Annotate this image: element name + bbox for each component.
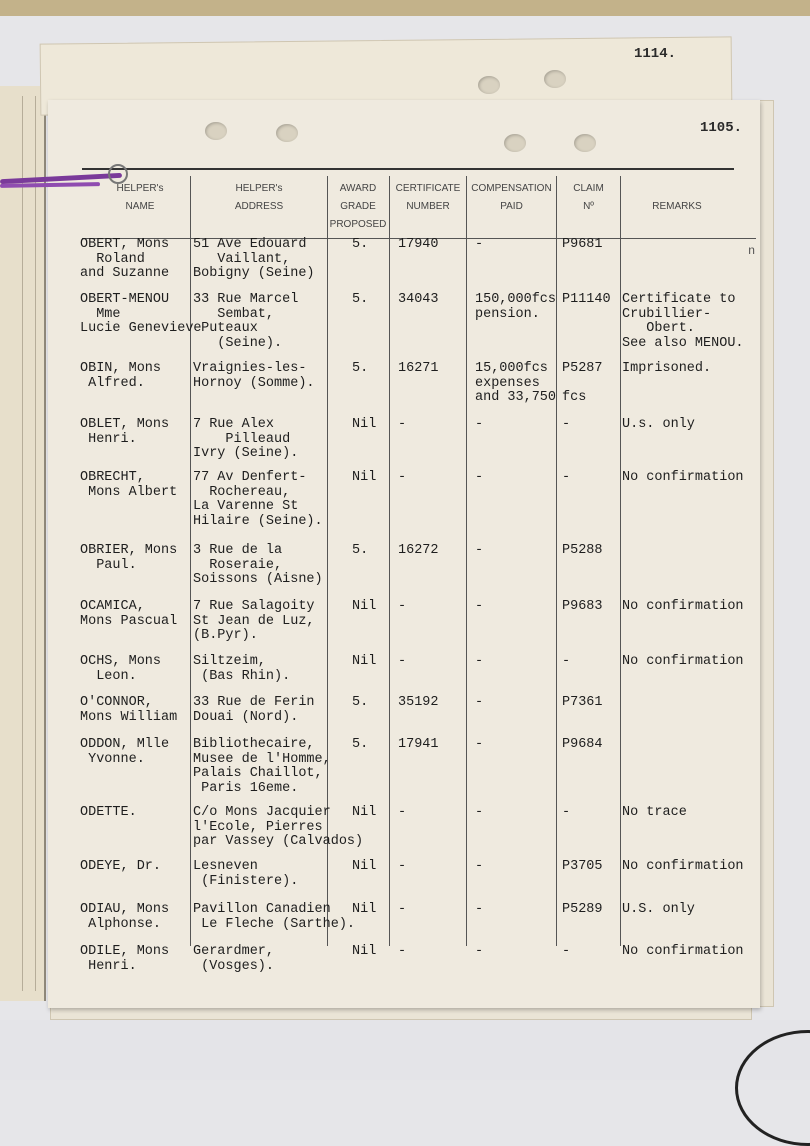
column-divider — [389, 176, 390, 946]
punch-hole — [544, 70, 566, 88]
cell-award: 5. — [352, 543, 369, 558]
back-page-number: 1114. — [634, 46, 677, 62]
cell-remarks: No confirmation — [622, 654, 744, 669]
header-claim: CLAIM Nº — [573, 183, 604, 212]
cell-compensation: - — [475, 417, 484, 432]
cell-award: 5. — [352, 737, 369, 752]
cell-remarks: Certificate to Crubillier- Obert. See also MENOU. — [622, 292, 744, 351]
cell-compensation: - — [475, 737, 484, 752]
cell-remarks: No confirmation — [622, 470, 744, 485]
top-rule — [82, 168, 734, 170]
cell-address: Bibliothecaire, Musee de l'Homme, Palais Chaillot, Paris 16eme. — [193, 737, 331, 796]
cell-certificate: - — [398, 805, 407, 820]
cell-claim: P9683 — [562, 599, 603, 614]
cell-certificate: 34043 — [398, 292, 439, 307]
cell-award: Nil — [352, 654, 377, 669]
cell-address: Vraignies-les- Hornoy (Somme). — [193, 361, 315, 391]
cell-remarks: U.S. only — [622, 902, 695, 917]
column-divider — [620, 176, 621, 946]
punch-hole — [504, 134, 526, 152]
cell-certificate: - — [398, 859, 407, 874]
cell-claim: - — [562, 805, 571, 820]
cell-compensation: 150,000fcs pension. — [475, 292, 557, 322]
cell-claim: P5289 — [562, 902, 603, 917]
cell-award: 5. — [352, 361, 369, 376]
page-edges — [22, 96, 36, 991]
cell-name: OBERT, Mons Roland and Suzanne — [80, 237, 170, 281]
cell-claim: P5288 — [562, 543, 603, 558]
cell-remarks: No confirmation — [622, 859, 744, 874]
cell-name: O'CONNOR, Mons William — [80, 695, 178, 725]
page-number: 1105. — [700, 120, 743, 136]
cell-certificate: 17941 — [398, 737, 439, 752]
column-divider — [466, 176, 467, 946]
cell-compensation: - — [475, 805, 484, 820]
header-certificate: CERTIFICATE NUMBER — [395, 183, 461, 212]
cell-certificate: - — [398, 599, 407, 614]
cell-name: OBIN, Mons Alfred. — [80, 361, 162, 391]
cell-remarks: Imprisoned. — [622, 361, 712, 376]
cell-award: 5. — [352, 237, 369, 252]
cell-compensation: 15,000fcs expenses and 33,750 — [475, 361, 557, 405]
cell-claim: P9681 — [562, 237, 603, 252]
cell-award: Nil — [352, 902, 377, 917]
cell-compensation: - — [475, 944, 484, 959]
punch-hole — [478, 76, 500, 94]
cell-address: 7 Rue Salagoity St Jean de Luz, (B.Pyr). — [193, 599, 315, 643]
cell-address: 7 Rue Alex Pilleaud Ivry (Seine). — [193, 417, 299, 461]
punch-hole — [205, 122, 227, 140]
cell-address: C/o Mons Jacquier l'Ecole, Pierres par Vassey (Calvados) — [193, 805, 364, 849]
column-divider — [190, 176, 191, 946]
punch-hole — [574, 134, 596, 152]
cell-certificate: - — [398, 470, 407, 485]
cell-claim: - — [562, 417, 571, 432]
cell-claim: P9684 — [562, 737, 603, 752]
cell-address: 33 Rue de Ferin Douai (Nord). — [193, 695, 315, 725]
cell-remarks: No confirmation — [622, 599, 744, 614]
header-compensation: COMPENSATION PAID — [471, 183, 552, 212]
cell-name: OCHS, Mons Leon. — [80, 654, 162, 684]
cell-claim: P7361 — [562, 695, 603, 710]
margin-mark: n — [748, 244, 756, 258]
cell-compensation: - — [475, 654, 484, 669]
cell-certificate: 17940 — [398, 237, 439, 252]
cell-address: 77 Av Denfert- Rochereau, La Varenne St Hilaire (Seine). — [193, 470, 323, 529]
cell-address: Lesneven (Finistere). — [193, 859, 299, 889]
cell-name: ODIAU, Mons Alphonse. — [80, 902, 170, 932]
cell-certificate: - — [398, 417, 407, 432]
cell-award: Nil — [352, 859, 377, 874]
cell-claim: P5287 fcs — [562, 361, 603, 405]
cell-compensation: - — [475, 470, 484, 485]
cell-certificate: - — [398, 902, 407, 917]
cell-address: 51 Ave Edouard Vaillant, Bobigny (Seine) — [193, 237, 315, 281]
cell-address: 3 Rue de la Roseraie, Soissons (Aisne) — [193, 543, 323, 587]
cell-certificate: 16271 — [398, 361, 439, 376]
cell-certificate: 16272 — [398, 543, 439, 558]
cell-certificate: - — [398, 654, 407, 669]
punch-hole — [276, 124, 298, 142]
cell-address: Pavillon Canadien Le Fleche (Sarthe). — [193, 902, 356, 932]
cell-certificate: 35192 — [398, 695, 439, 710]
cell-award: Nil — [352, 599, 377, 614]
cell-award: Nil — [352, 417, 377, 432]
cell-name: ODEYE, Dr. — [80, 859, 162, 874]
cell-name: OCAMICA, Mons Pascual — [80, 599, 178, 629]
cell-certificate: - — [398, 944, 407, 959]
cell-compensation: - — [475, 543, 484, 558]
cell-name: OBERT-MENOU Mme Lucie Genevieve — [80, 292, 202, 336]
cell-name: ODDON, Mlle Yvonne. — [80, 737, 170, 767]
cell-compensation: - — [475, 902, 484, 917]
cell-claim: - — [562, 654, 571, 669]
cell-address: 33 Rue Marcel Sembat, Puteaux (Seine). — [193, 292, 299, 351]
column-divider — [556, 176, 557, 946]
cell-claim: - — [562, 470, 571, 485]
cell-name: OBRECHT, Mons Albert — [80, 470, 178, 500]
cell-compensation: - — [475, 599, 484, 614]
cell-compensation: - — [475, 859, 484, 874]
header-award: AWARD GRADE PROPOSED — [329, 183, 387, 230]
cell-claim: P3705 — [562, 859, 603, 874]
cell-claim: - — [562, 944, 571, 959]
cell-name: ODETTE. — [80, 805, 137, 820]
cell-name: OBLET, Mons Henri. — [80, 417, 170, 447]
left-binder-pages — [0, 86, 46, 1001]
cell-compensation: - — [475, 237, 484, 252]
cell-remarks: No trace — [622, 805, 687, 820]
table-surface — [0, 1020, 810, 1080]
cell-award: Nil — [352, 805, 377, 820]
cell-award: 5. — [352, 695, 369, 710]
cell-award: Nil — [352, 944, 377, 959]
cell-remarks: U.s. only — [622, 417, 695, 432]
desk-surface — [0, 0, 810, 16]
cell-address: Siltzeim, (Bas Rhin). — [193, 654, 291, 684]
cell-award: 5. — [352, 292, 369, 307]
cell-award: Nil — [352, 470, 377, 485]
cell-compensation: - — [475, 695, 484, 710]
cell-remarks: No confirmation — [622, 944, 744, 959]
header-address: HELPER's ADDRESS — [234, 183, 284, 212]
cell-name: ODILE, Mons Henri. — [80, 944, 170, 974]
header-name: HELPER's NAME — [116, 183, 164, 212]
cell-address: Gerardmer, (Vosges). — [193, 944, 275, 974]
cell-claim: P11140 — [562, 292, 611, 307]
header-remarks: REMARKS — [652, 201, 702, 212]
cell-name: OBRIER, Mons Paul. — [80, 543, 178, 573]
